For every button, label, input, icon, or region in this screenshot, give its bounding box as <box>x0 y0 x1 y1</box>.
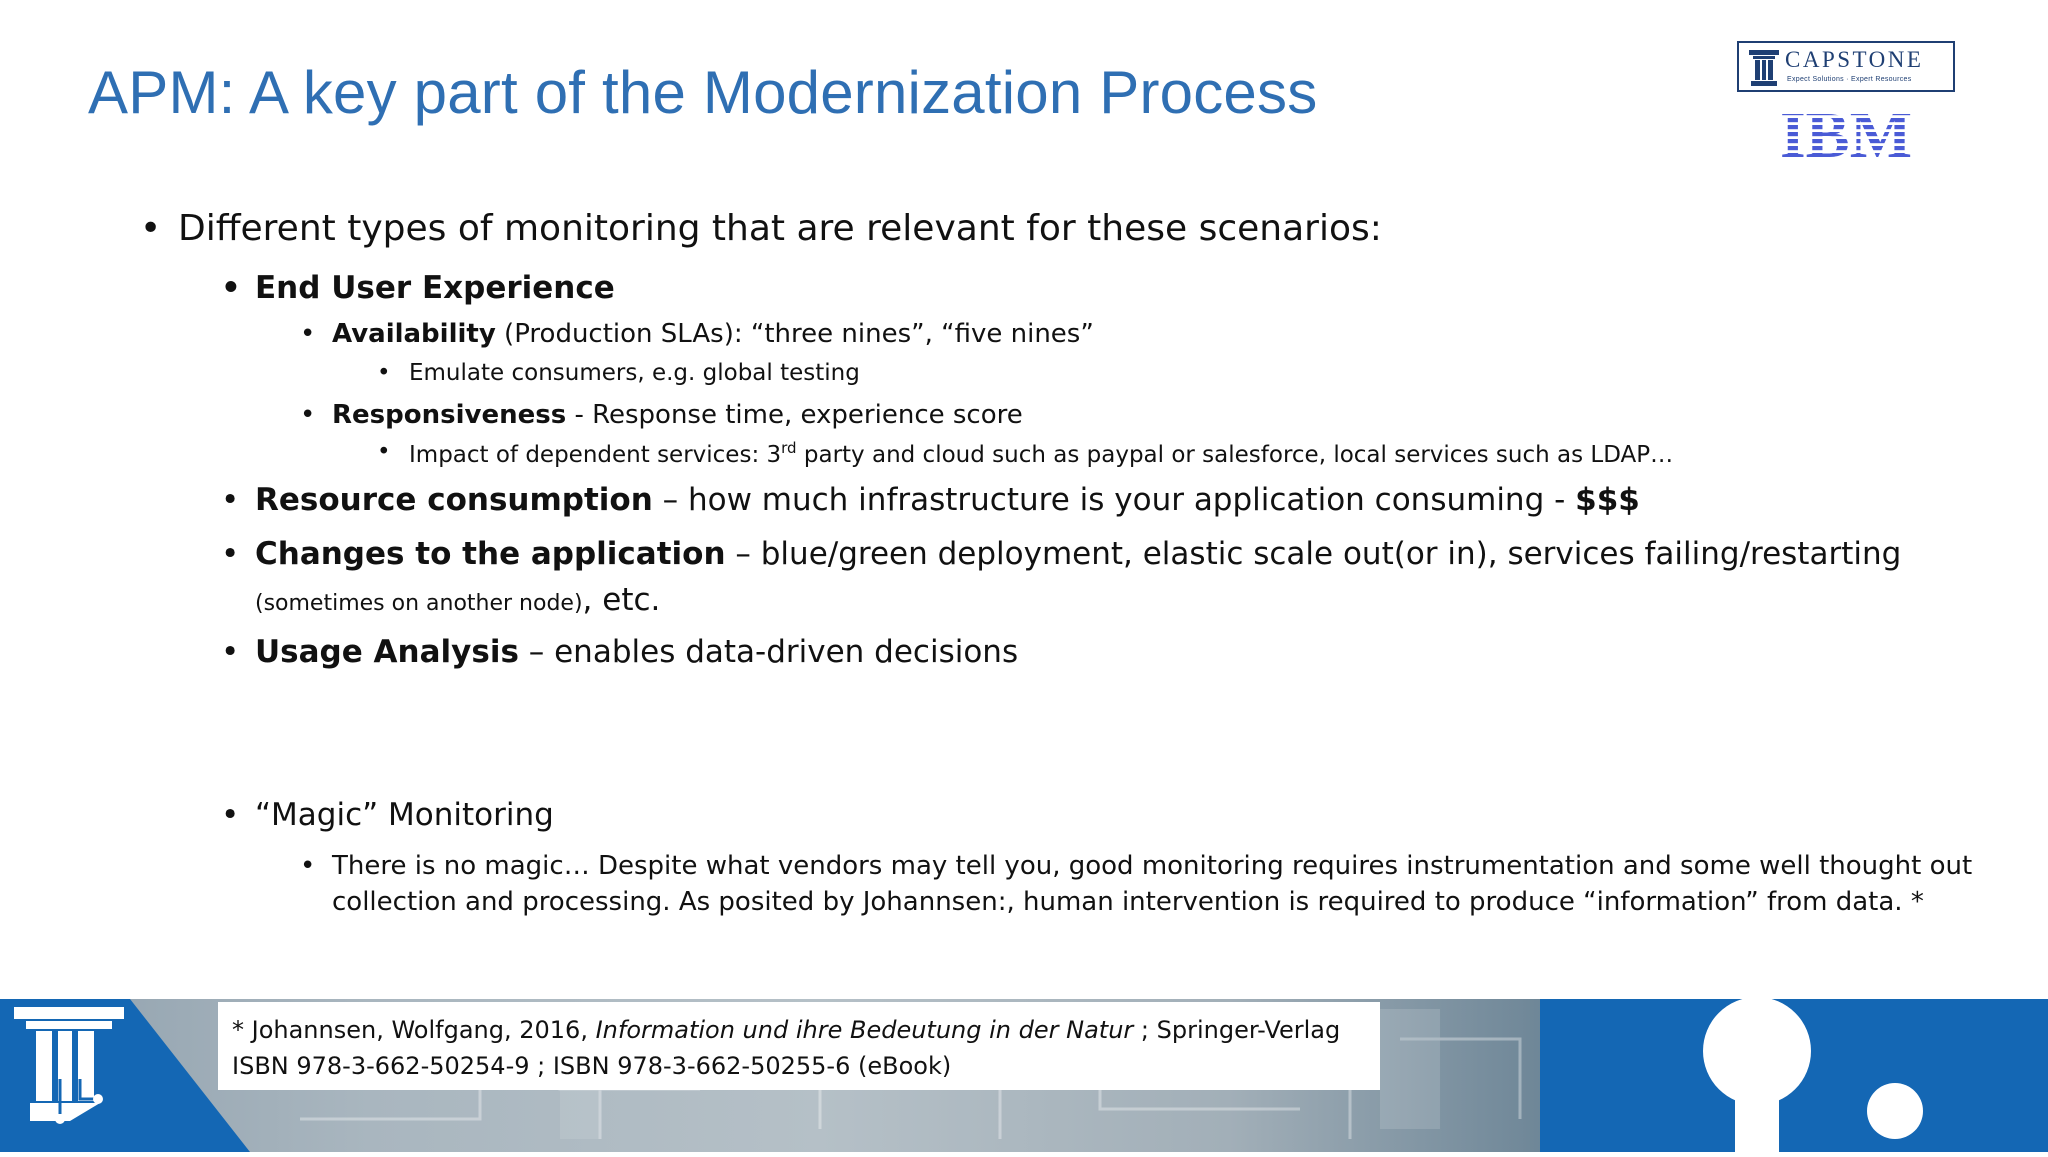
citation-line-1: * Johannsen, Wolfgang, 2016, Information und ihre Bedeutung in der Natur ; Springer-Verlag <box>232 1016 1341 1044</box>
citation-box <box>218 1002 1380 1090</box>
responsiveness-text: - Response time, experience score <box>566 400 1023 430</box>
capstone-wordmark: CAPSTONE <box>1785 47 1924 72</box>
bullet-resource-consumption: • Resource consumption – how much infrastructure is your application consuming - $$$ <box>255 482 1640 518</box>
keyhole-decoration <box>1540 999 2048 1152</box>
footer-left-logo-block <box>0 999 250 1152</box>
bullet-emulate-consumers: • Emulate consumers, e.g. global testing <box>409 360 860 386</box>
bullet-no-magic-continuation: collection and processing. As posited by Johannsen:, human intervention is required to produce “information” from data. * <box>332 887 1924 917</box>
capstone-logo <box>1737 41 1955 92</box>
bullet-impact-dependent-services: • Impact of dependent services: 3rd party and cloud such as paypal or salesforce, local services such as LDAP… <box>409 439 1673 468</box>
bullet-intro: • Different types of monitoring that are relevant for these scenarios: <box>178 208 1382 249</box>
capstone-column-icon <box>1749 50 1779 86</box>
footer-right-blue-block <box>1540 999 2048 1152</box>
availability-text: (Production SLAs): “three nines”, “five nines” <box>495 319 1094 349</box>
bullet-availability <box>332 319 1094 349</box>
citation-isbn: ISBN 978-3-662-50254-9 ; ISBN 978-3-662-50255-6 (eBook) <box>232 1052 952 1080</box>
bullet-magic-monitoring: • “Magic” Monitoring <box>255 797 554 833</box>
citation-book-title: Information und ihre Bedeutung in der Natur <box>595 1016 1134 1044</box>
bullet-no-magic: • There is no magic… Despite what vendors may tell you, good monitoring requires instrumentation and some well thought out <box>332 851 1972 881</box>
bullet-responsiveness <box>332 400 1023 430</box>
bullet-end-user-experience: • End User Experience <box>255 270 615 306</box>
ibm-logo <box>1772 104 1920 160</box>
bullet-changes-continuation: (sometimes on another node), etc. <box>255 582 661 618</box>
responsiveness-label: Responsiveness <box>332 400 567 430</box>
slide-title: APM: A key part of the Modernization Process <box>88 59 1318 126</box>
capstone-tagline: Expect Solutions · Expert Resources <box>1787 76 1912 83</box>
bullet-usage-analysis: • Usage Analysis – enables data-driven decisions <box>255 634 1018 670</box>
bullet-changes-to-application: • Changes to the application – blue/green deployment, elastic scale out(or in), services failing/restarting <box>255 536 1901 572</box>
availability-label: Availability <box>332 319 496 349</box>
